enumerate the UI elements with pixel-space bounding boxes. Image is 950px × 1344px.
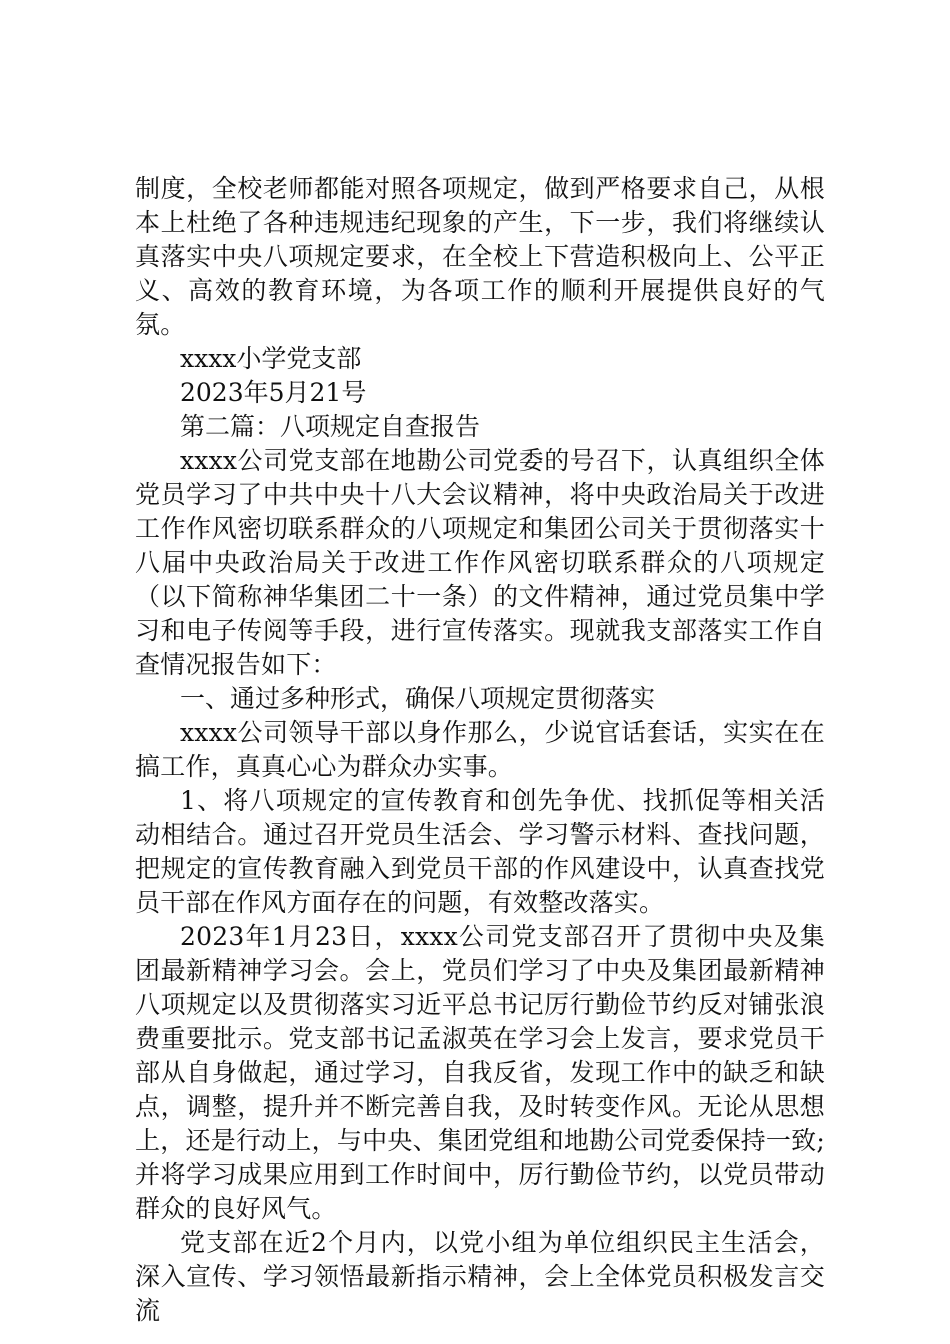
section-title: 第二篇：八项规定自查报告 [180,412,481,441]
paragraph-intro: xxxx公司党支部在地勘公司党委的号召下，认真组织全体党员学习了中共中央十八大会议精神，将中央政治局关于改进工作作风密切联系群众的八项规定和集团公司关于贯彻落实十八届中央政治局关于改进工作作风密切联系群众的八项规定（以下简称神华集团二十一条）的文件精神，通过党员集中学习和电子传阅等手段，进行宣传落实。现就我支部落实工作自查情况报告如下： [135,446,825,679]
paragraph-closing: 制度，全校老师都能对照各项规定，做到严格要求自己，从根本上杜绝了各种违规违纪现象的产生，下一步，我们将继续认真落实中央八项规定要求，在全校上下营造积极向上、公平正义、高效的教育环境，为各项工作的顺利开展提供良好的气氛。 [135,174,825,339]
section-heading-1: 一、通过多种形式，确保八项规定贯彻落实 [180,684,656,713]
paragraph-leadership: xxxx公司领导干部以身作那么，少说官话套话，实实在在搞工作，真真心心为群众办实事。 [135,718,825,781]
paragraph-meeting: 2023年1月23日，xxxx公司党支部召开了贯彻中央及集团最新精神学习会。会上，党员们学习了中央及集团最新精神八项规定以及贯彻落实习近平总书记厉行勤俭节约反对铺张浪费重要批示。党支部书记孟淑英在学习会上发言，要求党员干部从自身做起，通过学习，自我反省，发现工作中的缺乏和缺点，调整，提升并不断完善自我，及时转变作风。无论从思想上，还是行动上，与中央、集团党组和地勘公司党委保持一致;并将学习成果应用到工作时间中，厉行勤俭节约，以党员带动群众的良好风气。 [135,922,825,1223]
document-body [135,172,825,1328]
paragraph-life-meeting: 党支部在近2个月内，以党小组为单位组织民主生活会，深入宣传、学习领悟最新指示精神，会上全体党员积极发言交流 [135,1228,825,1325]
signature-organization: xxxx小学党支部 [180,344,362,373]
signature-date: 2023年5月21号 [180,378,367,407]
paragraph-item-1: 1、将八项规定的宣传教育和创先争优、找抓促等相关活动相结合。通过召开党员生活会、学习警示材料、查找问题，把规定的宣传教育融入到党员干部的作风建设中，认真查找党员干部在作风方面存在的问题，有效整改落实。 [135,786,825,917]
